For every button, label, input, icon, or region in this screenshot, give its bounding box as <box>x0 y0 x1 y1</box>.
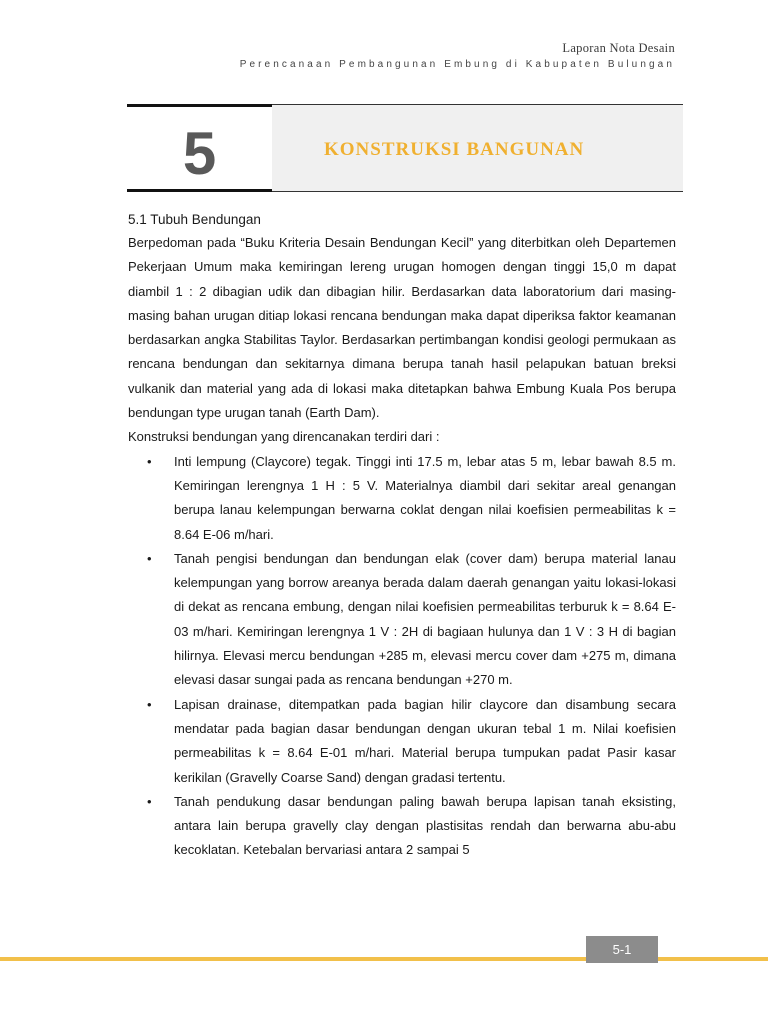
section-heading: 5.1 Tubuh Bendungan <box>128 212 261 227</box>
list-item-text: Tanah pendukung dasar bendungan paling bawah berupa lapisan tanah eksisting, antara lain berupa gravelly clay dengan plastisitas rendah dan berwarna abu-abu kecoklatan. Ketebalan bervariasi antara 2 sampai 5 <box>174 793 676 858</box>
chapter-number-cell <box>127 104 272 192</box>
list-item <box>128 547 676 693</box>
page-number-badge: 5-1 <box>586 936 658 963</box>
bullet-icon: • <box>147 696 152 712</box>
chapter-title-cell <box>272 104 683 192</box>
construction-list <box>128 450 676 863</box>
bullet-icon: • <box>147 550 152 566</box>
list-item <box>128 790 676 863</box>
intro-paragraph: Berpedoman pada “Buku Kriteria Desain Bendungan Kecil” yang diterbitkan oleh Departemen Pekerjaan Umum maka kemiringan lereng urugan homogen dengan tinggi 15,0 m dapat diambil 1 : 2 dibagian udik dan dibagian hilir. Berdasarkan data laboratorium dari masing-masing bahan urugan ditiap lokasi rencana bendungan maka dapat diperiksa faktor keamanan berdasarkan angka Stabilitas Taylor. Berdasarkan pertimbangan kondisi geologi permukaan as rencana bendungan dan sekitarnya dimana berupa tanah hasil pelapukan batuan breksi vulkanik dan material yang ada di lokasi maka ditetapkan bahwa Embung Kuala Pos berupa bendungan type urugan tanah (Earth Dam). <box>128 235 676 421</box>
header-project-subtitle: Perencanaan Pembangunan Embung di Kabupaten Bulungan <box>239 59 675 70</box>
chapter-title: KONSTRUKSI BANGUNAN <box>324 139 585 160</box>
list-item-text: Lapisan drainase, ditempatkan pada bagian hilir claycore dan disambung secara mendatar pada bagian dasar bendungan dengan ukuran tebal 1 m. Nilai koefisien permeabilitas k = 8.64 E-01 m/hari. Material berupa tumpukan padat Pasir kasar kerikilan (Gravelly Coarse Sand) dengan gradasi tertentu. <box>174 696 676 785</box>
list-intro: Konstruksi bendungan yang direncanakan terdiri dari : <box>128 429 440 445</box>
list-item <box>128 450 676 547</box>
header-report-title: Laporan Nota Desain <box>562 41 675 55</box>
chapter-banner <box>127 104 683 195</box>
bullet-icon: • <box>147 453 152 469</box>
bullet-icon: • <box>147 793 152 809</box>
list-item <box>128 693 676 790</box>
chapter-number: 5 <box>182 120 217 187</box>
document-body <box>128 209 676 863</box>
list-item-text: Inti lempung (Claycore) tegak. Tinggi inti 17.5 m, lebar atas 5 m, lebar bawah 8.5 m. Kemiringan lerengnya 1 H : 5 V. Materialnya diambil dari sekitar areal genangan berupa lanau kelempungan berwarna coklat dengan nilai koefisien permeabilitas k = 8.64 E-06 m/hari. <box>174 453 676 542</box>
list-item-text: Tanah pengisi bendungan dan bendungan elak (cover dam) berupa material lanau kelempungan yang borrow areanya berada dalam daerah genangan yaitu lokasi-lokasi di dekat as rencana embung, dengan nilai koefisien permeabilitas terburuk k = 8.64 E-03 m/hari. Kemiringan lerengnya 1 V : 2H di bagiaan hulunya dan 1 V : 3 H di bagian hilirnya. Elevasi mercu bendungan +285 m, elevasi mercu cover dam +275 m, dimana elevasi dasar sungai pada as rencana bendungan +270 m. <box>174 550 676 688</box>
